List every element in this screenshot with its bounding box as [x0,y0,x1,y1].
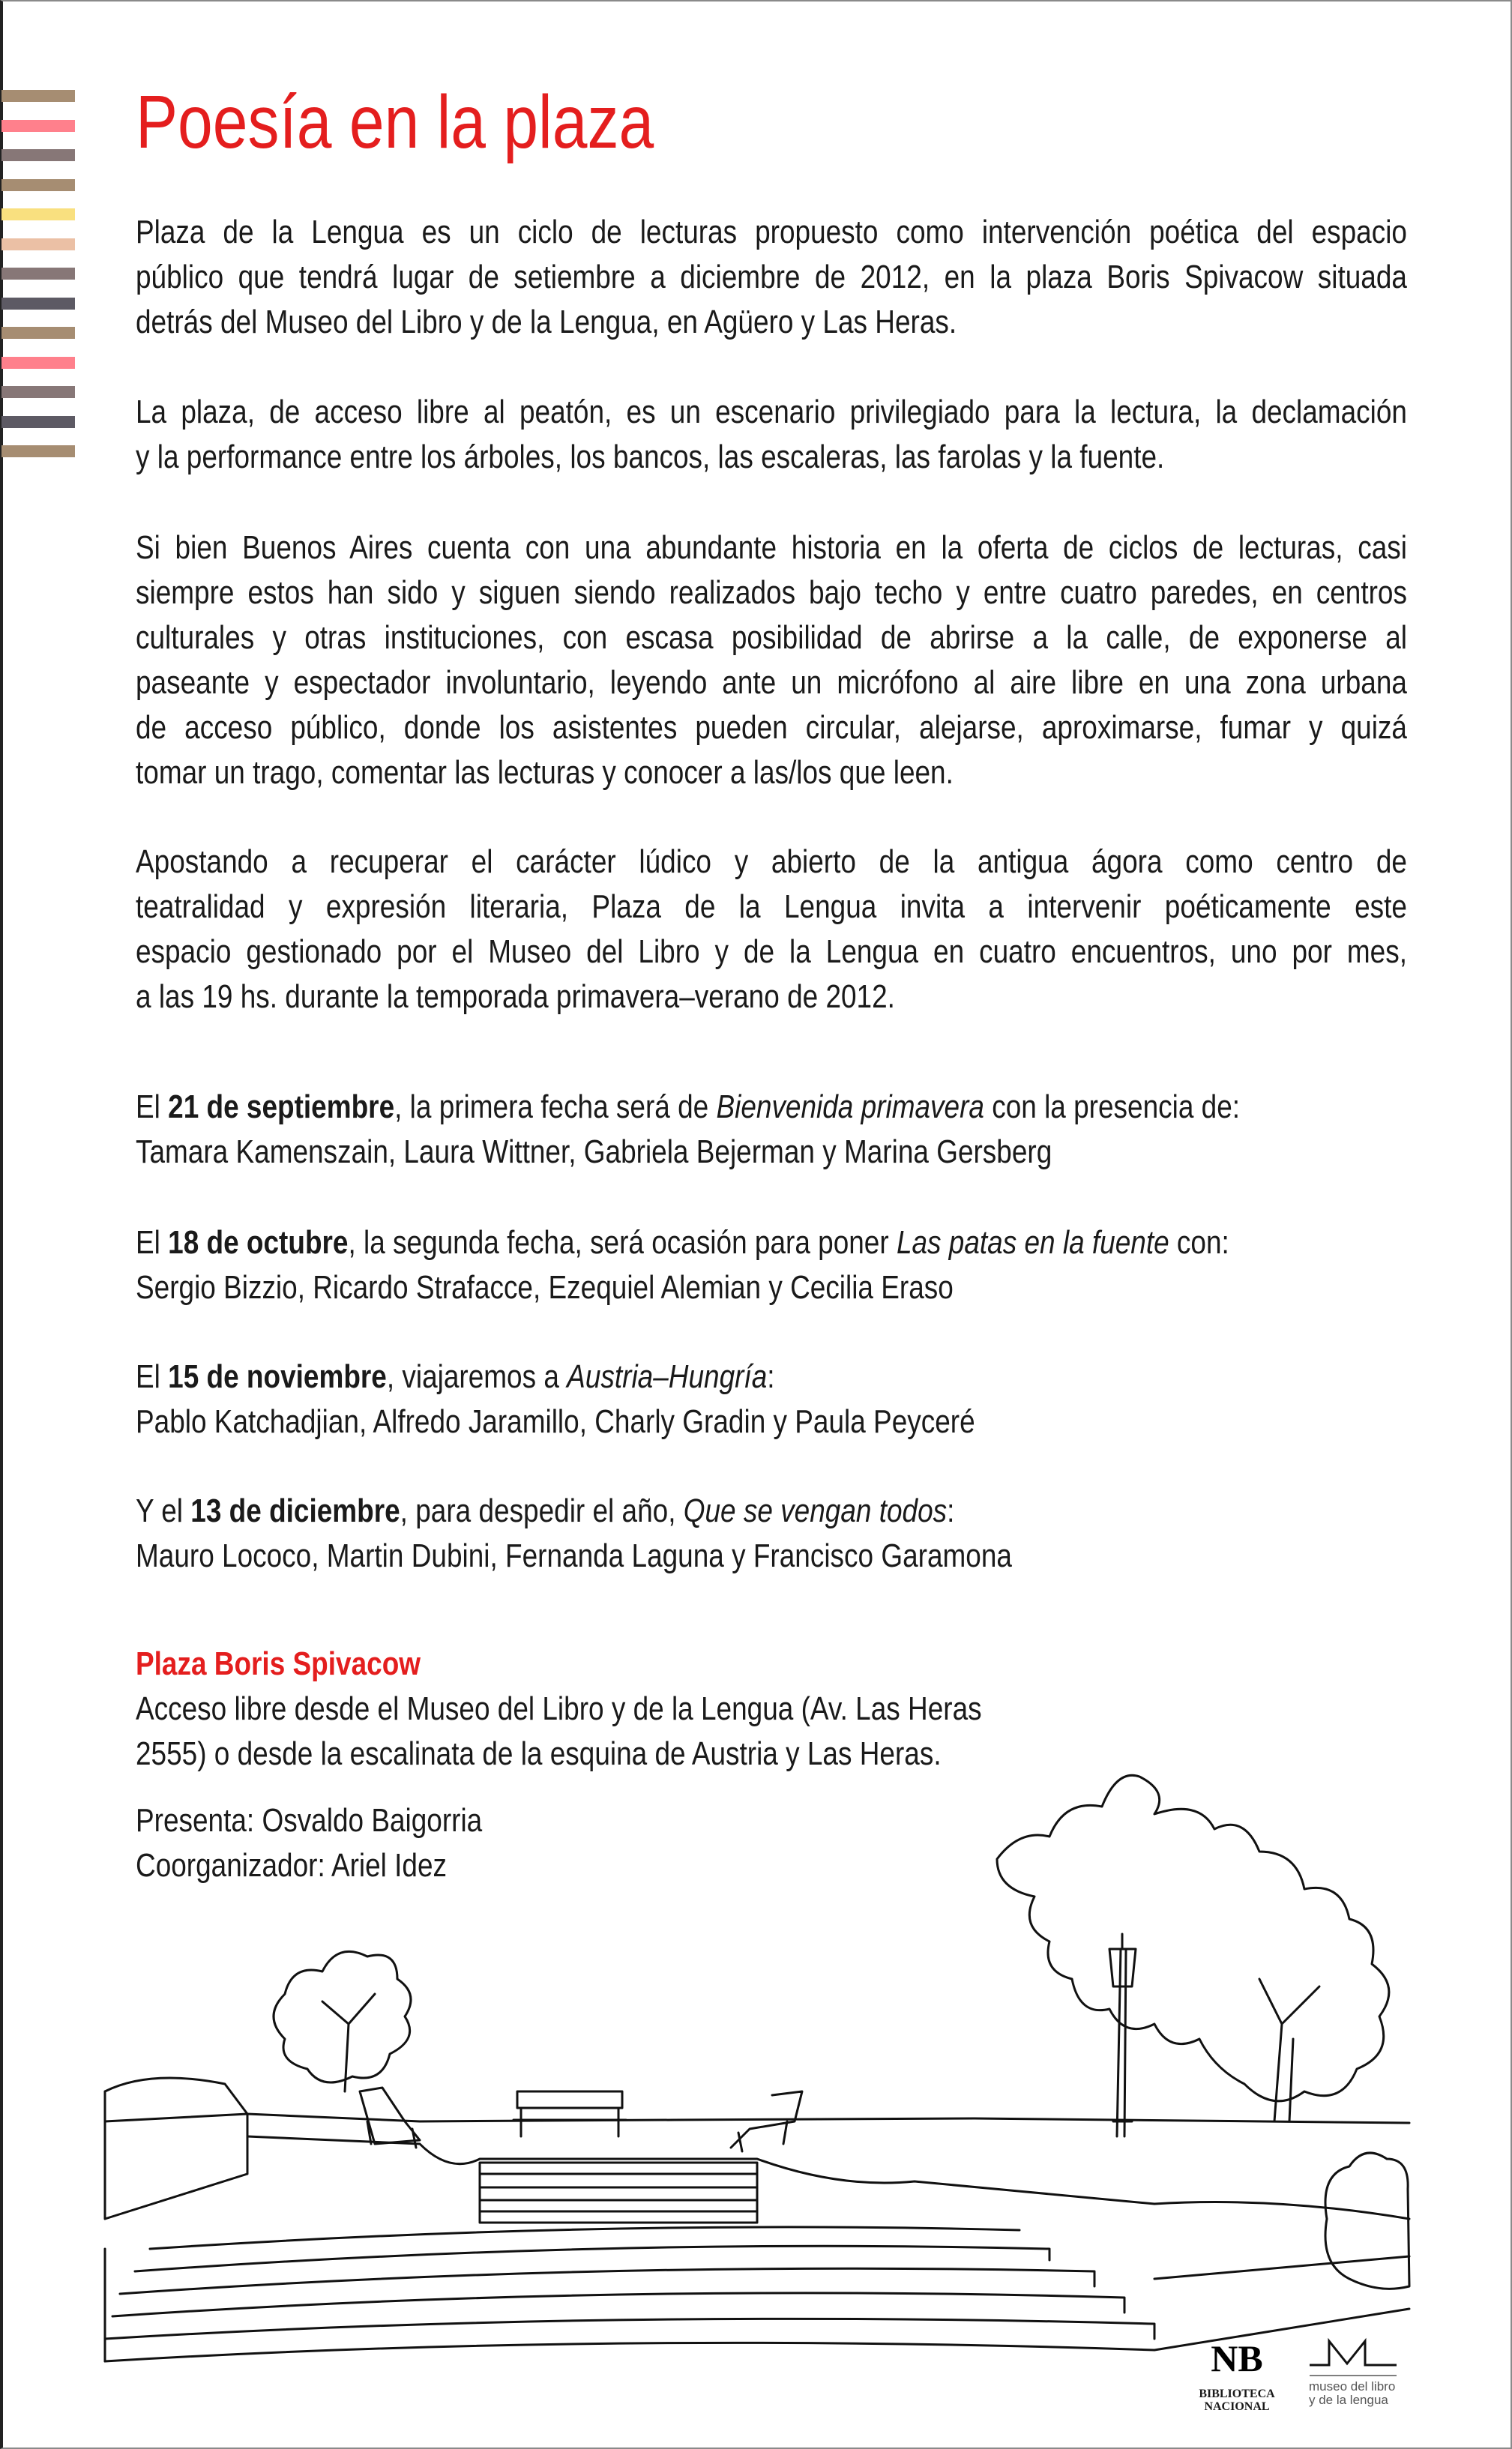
event-date: 13 de diciembre [190,1492,400,1529]
event-theme: Las patas en la fuente [896,1224,1169,1261]
logo-line: NACIONAL [1204,2400,1270,2413]
event-suffix: con: [1169,1224,1229,1261]
paragraph-line: Apostando a recuperar el carácter lúdico y abierto de la antigua ágora como centro de [136,843,1407,880]
event-readers: Tamara Kamenszain, Laura Wittner, Gabriela Bejerman y Marina Gersberg [136,1133,1052,1170]
logo-line: y de la lengua [1309,2393,1388,2407]
paragraph-line: siempre estos han sido y siguen siendo realizados bajo techo y entre cuatro paredes, en centros [136,574,1407,611]
paragraph-line: espacio gestionado por el Museo del Libro y de la Lengua en cuatro encuentros, uno por mes, [136,933,1407,970]
event-date: 21 de septiembre [168,1088,395,1125]
logo-line: museo del libro [1309,2379,1396,2394]
logo-line: BIBLIOTECA [1199,2388,1275,2400]
event-suffix: : [947,1492,955,1529]
paragraph-line: tomar un trago, comentar las lecturas y conocer a las/los que leen. [136,754,954,791]
event-suffix: con la presencia de: [984,1088,1241,1125]
svg-text:NB: NB [1211,2337,1263,2379]
credit-presenter: Presenta: Osvaldo Baigorria [136,1802,483,1839]
event-description: , la primera fecha será de [394,1088,717,1125]
event-theme: Que se vengan todos [683,1492,948,1529]
page-title: Poesía en la plaza [136,80,654,164]
event-theme: Austria–Hungría [567,1358,768,1395]
event-date: 18 de octubre [168,1224,349,1261]
paragraph-line: y la performance entre los árboles, los bancos, las escaleras, las farolas y la fuente. [136,439,1165,475]
museo-logo-text [1309,2380,1395,2407]
paragraph-line: Si bien Buenos Aires cuenta con una abundante historia en la oferta de ciclos de lecturas, casi [136,529,1407,566]
biblioteca-nacional-monogram-logo [1211,2335,1263,2380]
event-description: , la segunda fecha, será ocasión para poner [348,1224,897,1261]
paragraph-line: Plaza de la Lengua es un ciclo de lecturas propuesto como intervención poética del espacio [136,214,1407,250]
paragraph-line: de acceso público, donde los asistentes pueden circular, alejarse, aproximarse, fumar y quizá [136,709,1407,746]
paragraph-line: detrás del Museo del Libro y de la Lengua, en Agüero y Las Heras. [136,304,957,340]
event-prefix: Y el [136,1492,191,1529]
event-suffix: : [767,1358,775,1395]
event-readers: Pablo Katchadjian, Alfredo Jaramillo, Charly Gradin y Paula Peyceré [136,1403,975,1440]
event-description: , viajaremos a [386,1358,567,1395]
event-prefix: El [136,1088,169,1125]
venue-line: 2555) o desde la escalinata de la esquina de Austria y Las Heras. [136,1735,942,1772]
event-readers: Mauro Lococo, Martin Dubini, Fernanda Laguna y Francisco Garamona [136,1537,1012,1574]
event-date: 15 de noviembre [168,1358,387,1395]
paragraph-line: La plaza, de acceso libre al peatón, es un escenario privilegiado para la lectura, la declamación [136,394,1407,430]
venue-line: Acceso libre desde el Museo del Libro y de la Lengua (Av. Las Heras [136,1690,982,1727]
biblioteca-nacional-logo-text [1196,2388,1278,2413]
event-prefix: El [136,1358,169,1395]
venue-name: Plaza Boris Spivacow [136,1645,421,1682]
paragraph-line: paseante y espectador involuntario, leyendo ante un micrófono al aire libre en una zona urbana [136,664,1407,701]
museo-logo-mark [1308,2335,1398,2377]
paragraph-line: a las 19 hs. durante la temporada primavera–verano de 2012. [136,978,895,1015]
event-readers: Sergio Bizzio, Ricardo Strafacce, Ezequiel Alemian y Cecilia Eraso [136,1269,954,1306]
credit-coorganizer: Coorganizador: Ariel Idez [136,1847,448,1884]
paragraph-line: público que tendrá lugar de setiembre a diciembre de 2012, en la plaza Boris Spivacow situada [136,259,1407,295]
event-theme: Bienvenida primavera [716,1088,984,1125]
paragraph-line: culturales y otras instituciones, con escasa posibilidad de abrirse a la calle, de exponerse al [136,619,1407,656]
event-prefix: El [136,1224,169,1261]
paragraph-line: teatralidad y expresión literaria, Plaza de la Lengua invita a intervenir poéticamente este [136,888,1407,925]
event-description: , para despedir el año, [400,1492,684,1529]
